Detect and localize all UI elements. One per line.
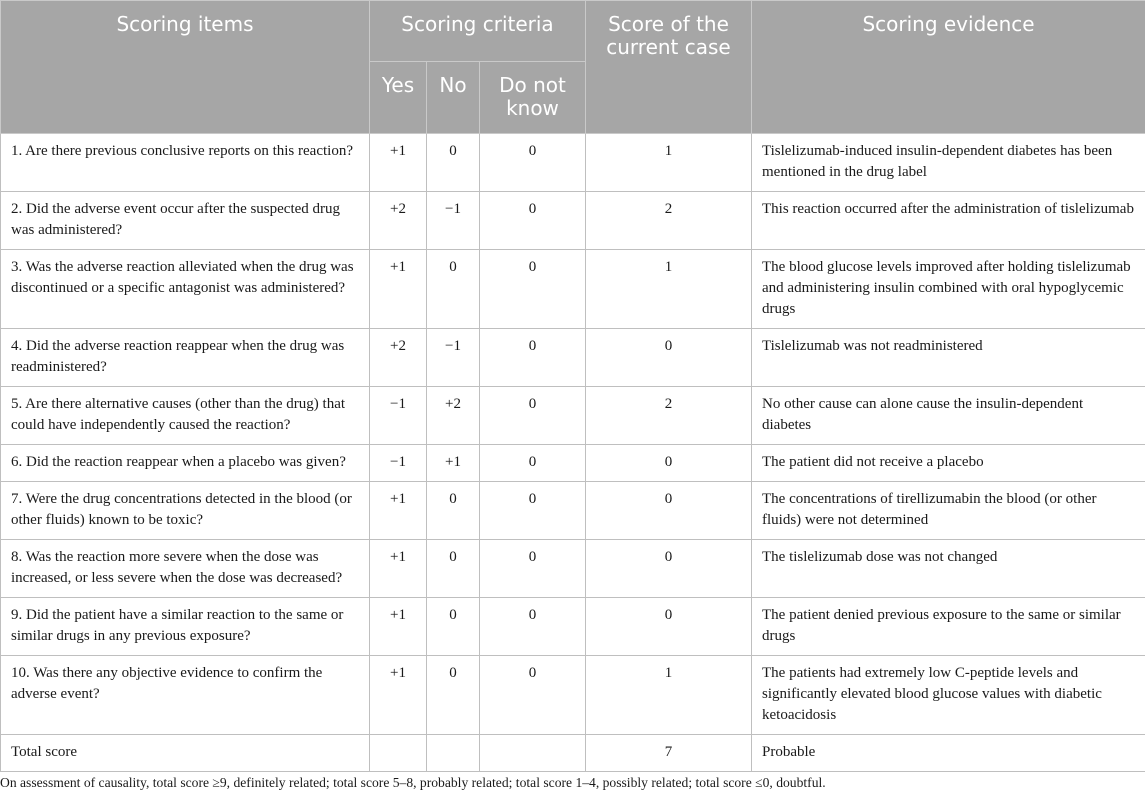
table-row	[1, 540, 1145, 598]
case-score: 0	[586, 482, 752, 540]
yes-score: +1	[370, 482, 427, 540]
evidence-text: The patient did not receive a placebo	[752, 445, 1145, 482]
table-row	[1, 387, 1145, 445]
do-not-know-score: 0	[480, 250, 586, 329]
header-scoring-items: Scoring items	[1, 1, 370, 134]
evidence-text: The patient denied previous exposure to the same or similar drugs	[752, 598, 1145, 656]
no-score: 0	[427, 482, 480, 540]
table-row	[1, 329, 1145, 387]
case-score: 1	[586, 250, 752, 329]
do-not-know-score: 0	[480, 192, 586, 250]
do-not-know-score: 0	[480, 598, 586, 656]
table-row	[1, 250, 1145, 329]
do-not-know-score: 0	[480, 134, 586, 192]
total-evidence: Probable	[752, 735, 1145, 772]
table-row	[1, 482, 1145, 540]
no-score: −1	[427, 192, 480, 250]
table-row	[1, 445, 1145, 482]
total-score: 7	[586, 735, 752, 772]
case-score: 0	[586, 598, 752, 656]
yes-score: +2	[370, 192, 427, 250]
yes-score: +1	[370, 598, 427, 656]
yes-score: −1	[370, 387, 427, 445]
header-scoring-criteria: Scoring criteria	[370, 1, 586, 62]
case-score: 0	[586, 540, 752, 598]
empty-cell	[480, 735, 586, 772]
item-text: 5. Are there alternative causes (other than the drug) that could have independently caused the reaction?	[1, 387, 370, 445]
no-score: 0	[427, 250, 480, 329]
do-not-know-score: 0	[480, 387, 586, 445]
do-not-know-score: 0	[480, 445, 586, 482]
evidence-text: The tislelizumab dose was not changed	[752, 540, 1145, 598]
item-text: 1. Are there previous conclusive reports on this reaction?	[1, 134, 370, 192]
no-score: +2	[427, 387, 480, 445]
table-row	[1, 598, 1145, 656]
header-score-current-case: Score of the current case	[586, 1, 752, 134]
case-score: 0	[586, 329, 752, 387]
case-score: 2	[586, 192, 752, 250]
evidence-text: Tislelizumab was not readministered	[752, 329, 1145, 387]
yes-score: +1	[370, 540, 427, 598]
no-score: 0	[427, 598, 480, 656]
item-text: 3. Was the adverse reaction alleviated when the drug was discontinued or a specific antagonist was administered?	[1, 250, 370, 329]
case-score: 1	[586, 656, 752, 735]
no-score: 0	[427, 540, 480, 598]
item-text: 8. Was the reaction more severe when the dose was increased, or less severe when the dose was decreased?	[1, 540, 370, 598]
item-text: 7. Were the drug concentrations detected in the blood (or other fluids) known to be toxic?	[1, 482, 370, 540]
yes-score: +1	[370, 134, 427, 192]
header-yes: Yes	[370, 62, 427, 134]
do-not-know-score: 0	[480, 329, 586, 387]
header-no: No	[427, 62, 480, 134]
item-text: 9. Did the patient have a similar reaction to the same or similar drugs in any previous exposure?	[1, 598, 370, 656]
case-score: 1	[586, 134, 752, 192]
evidence-text: The patients had extremely low C-peptide levels and significantly elevated blood glucose values with diabetic ketoacidosis	[752, 656, 1145, 735]
no-score: +1	[427, 445, 480, 482]
table-row	[1, 192, 1145, 250]
evidence-text: The blood glucose levels improved after holding tislelizumab and administering insulin combined with oral hypoglycemic drugs	[752, 250, 1145, 329]
evidence-text: This reaction occurred after the administration of tislelizumab	[752, 192, 1145, 250]
empty-cell	[370, 735, 427, 772]
yes-score: +1	[370, 250, 427, 329]
evidence-text: The concentrations of tirellizumabin the blood (or other fluids) were not determined	[752, 482, 1145, 540]
evidence-text: No other cause can alone cause the insulin-dependent diabetes	[752, 387, 1145, 445]
item-text: 10. Was there any objective evidence to confirm the adverse event?	[1, 656, 370, 735]
item-text: 6. Did the reaction reappear when a placebo was given?	[1, 445, 370, 482]
yes-score: +1	[370, 656, 427, 735]
evidence-text: Tislelizumab-induced insulin-dependent diabetes has been mentioned in the drug label	[752, 134, 1145, 192]
no-score: −1	[427, 329, 480, 387]
case-score: 2	[586, 387, 752, 445]
case-score: 0	[586, 445, 752, 482]
table-footnote: On assessment of causality, total score ≥9, definitely related; total score 5–8, probably related; total score 1–4, possibly related; total score ≤0, doubtful.	[0, 775, 826, 790]
do-not-know-score: 0	[480, 540, 586, 598]
header-scoring-evidence: Scoring evidence	[752, 1, 1145, 134]
do-not-know-score: 0	[480, 482, 586, 540]
empty-cell	[427, 735, 480, 772]
no-score: 0	[427, 134, 480, 192]
item-text: 2. Did the adverse event occur after the suspected drug was administered?	[1, 192, 370, 250]
no-score: 0	[427, 656, 480, 735]
total-row	[1, 735, 1145, 772]
table-row	[1, 134, 1145, 192]
total-label: Total score	[1, 735, 370, 772]
item-text: 4. Did the adverse reaction reappear when the drug was readministered?	[1, 329, 370, 387]
table-row	[1, 656, 1145, 735]
yes-score: +2	[370, 329, 427, 387]
do-not-know-score: 0	[480, 656, 586, 735]
yes-score: −1	[370, 445, 427, 482]
header-do-not-know: Do not know	[480, 62, 586, 134]
